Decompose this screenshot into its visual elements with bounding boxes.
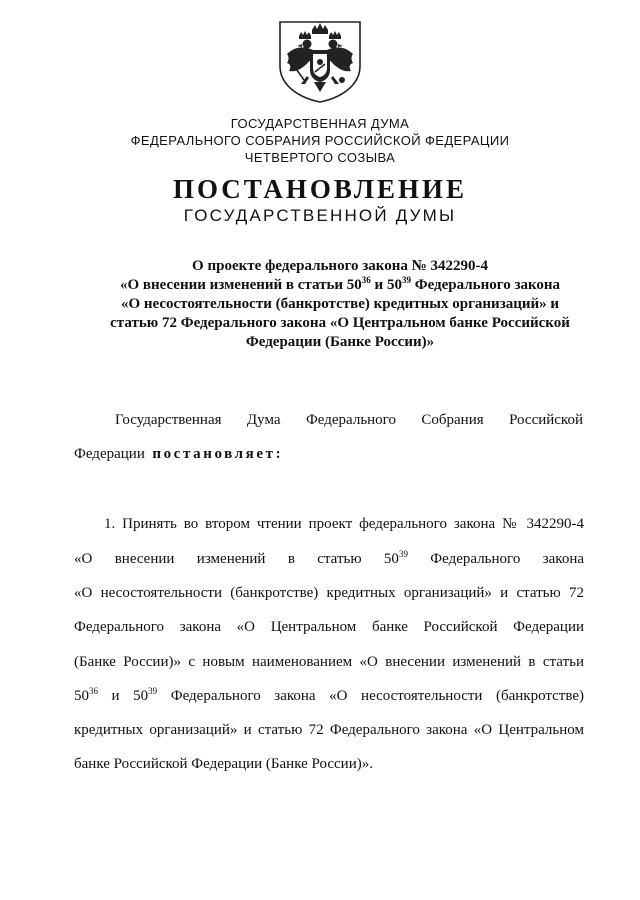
subject-line — [100, 276, 580, 295]
paragraph-line: банке Российской Федерации (Банке России)». — [74, 756, 373, 772]
resolves-word: постановляет: — [152, 446, 284, 462]
article-superscript: 36 — [361, 275, 371, 285]
document-subject — [100, 257, 580, 352]
coat-of-arms-icon — [277, 20, 363, 104]
paragraph-line: Федерального закона «О Центральном банке Российской Федерации — [74, 619, 584, 635]
subject-line: «О несостоятельности (банкротстве) кредитных организаций» и — [120, 296, 560, 312]
subject-line: статью 72 Федерального закона «О Центральном банке Российской — [110, 315, 570, 331]
paragraph-text: 50 — [74, 688, 89, 704]
intro-text: Федерации — [74, 446, 145, 462]
document-title: ПОСТАНОВЛЕНИЕ — [172, 174, 468, 204]
intro-line — [74, 444, 283, 464]
subject-text: Федерального закона — [410, 277, 561, 293]
org-name-line: ГОСУДАРСТВЕННАЯ ДУМА — [230, 116, 410, 131]
subject-text: «О внесении изменений в статьи 50 — [119, 277, 362, 293]
paragraph-line: кредитных организаций» и статью 72 Федерального закона «О Центральном — [74, 722, 584, 738]
article-superscript: 39 — [398, 549, 408, 559]
subject-line: О проекте федерального закона № 342290-4 — [192, 258, 488, 274]
subject-line: Федерации (Банке России)» — [245, 334, 435, 350]
paragraph-line: «О несостоятельности (банкротстве) кредитных организаций» и статью 72 — [74, 585, 584, 601]
paragraph-line — [74, 686, 584, 706]
article-superscript: 39 — [148, 686, 158, 696]
paragraph-line: 1. Принять во втором чтении проект федерального закона № 342290-4 — [104, 516, 584, 532]
paragraph-text: и 50 — [98, 688, 149, 704]
org-name-line: ФЕДЕРАЛЬНОГО СОБРАНИЯ РОССИЙСКОЙ ФЕДЕРАЦИИ — [130, 133, 510, 148]
document-subtitle: ГОСУДАРСТВЕННОЙ ДУМЫ — [183, 206, 457, 225]
subject-text: и 50 — [370, 277, 402, 293]
article-superscript: 36 — [89, 686, 98, 696]
paragraph-line: (Банке России)» с новым наименованием «О внесении изменений в статьи — [74, 654, 584, 670]
convocation-line: ЧЕТВЕРТОГО СОЗЫВА — [244, 150, 396, 165]
paragraph-text: Федерального закона «О несостоятельности (банкротстве) — [157, 688, 584, 704]
paragraph-text: Федерального закона — [407, 551, 584, 567]
article-superscript: 39 — [401, 275, 411, 285]
paragraph-text: «О внесении изменений в статью 50 — [74, 551, 399, 567]
paragraph-line — [74, 549, 584, 569]
intro-line: Государственная Дума Федерального Собрания Российской — [115, 412, 583, 428]
